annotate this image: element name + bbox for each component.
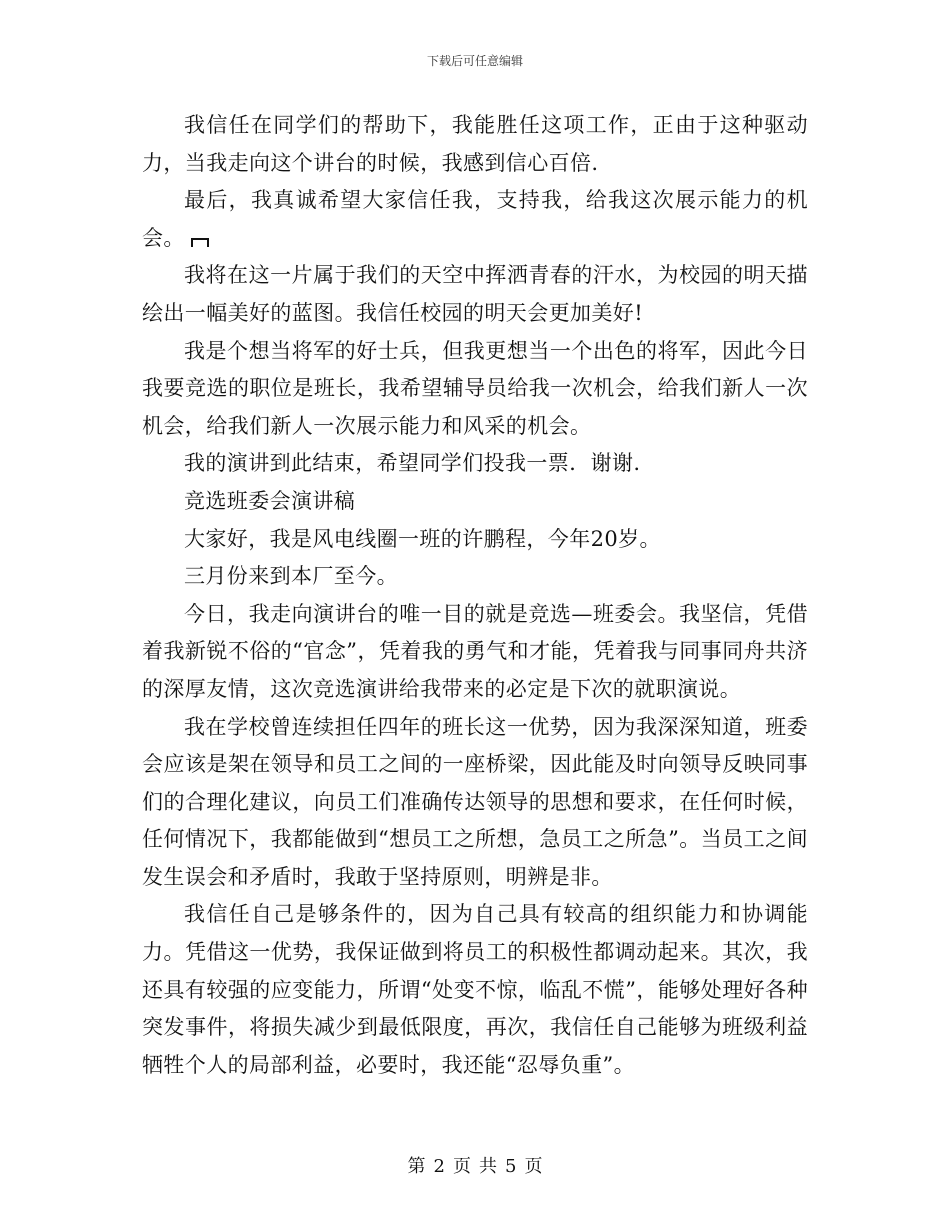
paragraph: 我的演讲到此结束，希望同学们投我一票．谢谢. [184,451,641,476]
page-label-suffix: 页 [524,1156,543,1177]
paragraph: 我是个想当将军的好士兵，但我更想当一个出色的将军，因此今日我要竞选的职位是班长，我希望辅导员给我一次机会，给我们新人一次机会，给我们新人一次展示能力和风采的机会。 [142,338,808,438]
paragraph: 我信任在同学们的帮助下，我能胜任这项工作，正由于这种驱动力，当我走向这个讲台的时候，我感到信心百倍. [142,113,808,175]
page-number-footer [0,1155,950,1179]
paragraph: 大家好，我是风电线圈一班的许鹏程，今年20岁。 [184,526,661,551]
page-header-note: 下载后可任意编辑 [426,54,523,68]
page-label-prefix: 第 [407,1156,426,1177]
section-title: 竞选班委会演讲稿 [184,488,356,513]
paragraph: 我将在这一片属于我们的天空中挥洒青春的汗水，为校园的明天描绘出一幅美好的蓝图。我信任校园的明天会更加美好! [142,263,808,325]
bracket-marker-icon [191,238,209,247]
paragraph: 我在学校曾连续担任四年的班长这一优势，因为我深深知道，班委会应该是架在领导和员工之间的一座桥梁，因此能及时向领导反映同事们的合理化建议，向员工们准确传达领导的思想和要求，在任何时候，任何情况下，我都能做到“想员工之所想，急员工之所急”。当员工之间发生误会和矛盾时，我敢于坚持原则，明辨是非。 [142,714,808,889]
paragraph: 三月份来到本厂至今。 [184,564,398,589]
page-label-mid2: 共 [479,1156,497,1177]
total-pages-number: 5 [505,1156,517,1177]
current-page-number: 2 [433,1156,445,1177]
page-label-mid1: 页 [453,1156,471,1177]
paragraph: 今日，我走向演讲台的唯一目的就是竞选—班委会。我坚信，凭借着我新锐不俗的“官念”，凭着我的勇气和才能，凭着我与同事同舟共济的深厚友情，这次竞选演讲给我带来的必定是下次的就职演说。 [142,601,808,701]
paragraph-with-marker [142,182,808,257]
paragraph: 我信任自己是够条件的，因为自己具有较高的组织能力和协调能力。凭借这一优势，我保证做到将员工的积极性都调动起来。其次，我还具有较强的应变能力，所谓“处变不惊，临乱不慌”，能够处理好各种突发事件，将损失减少到最低限度，再次，我信任自己能够为班级利益牺牲个人的局部利益，必要时，我还能“忍辱负重”。 [142,902,808,1077]
paragraph-text: 最后，我真诚希望大家信任我，支持我，给我这次展示能力的机会。 [142,188,808,250]
document-body [142,107,808,1084]
